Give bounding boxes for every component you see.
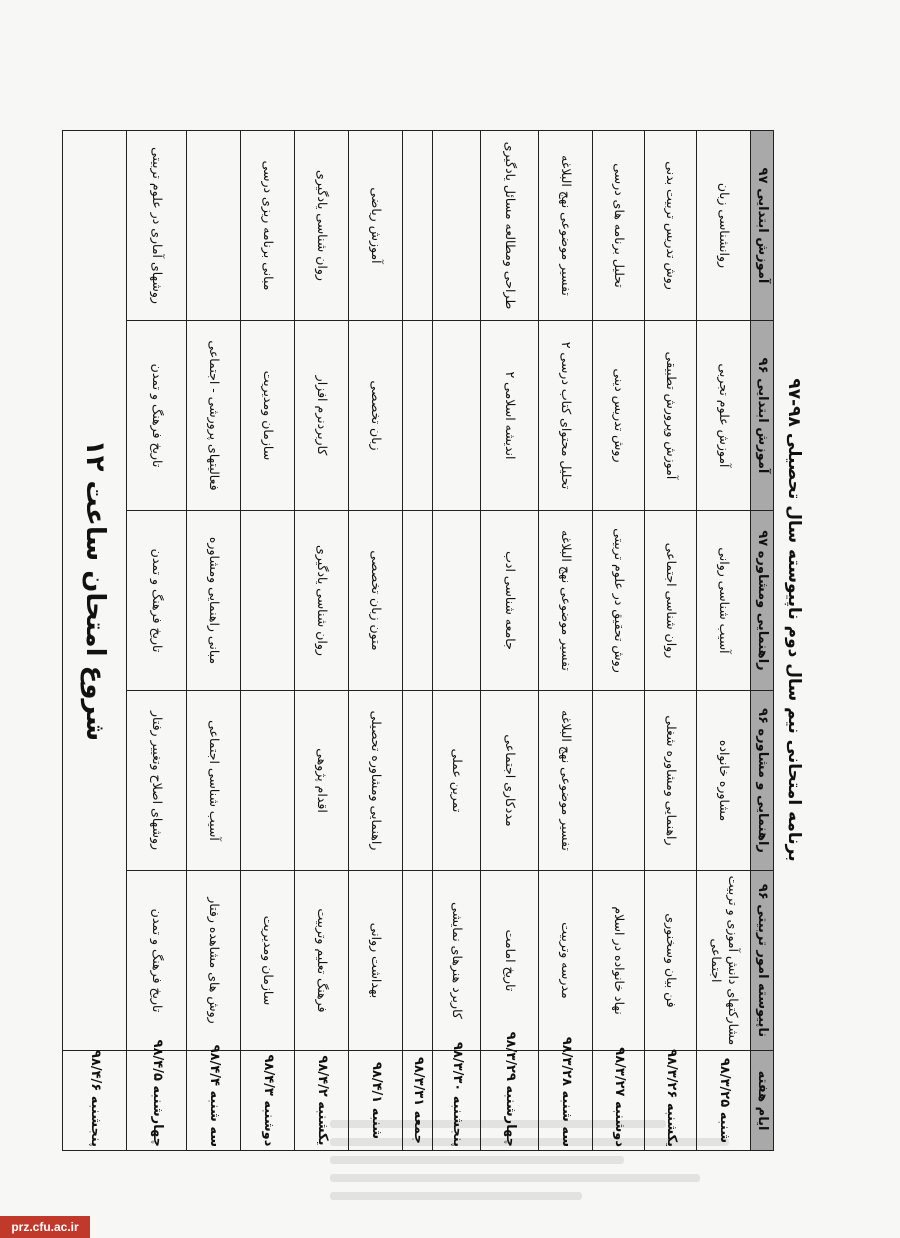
course-cell: تفسیر موضوعی نهج البلاغه: [539, 511, 593, 691]
exam-schedule-table: [62, 130, 774, 1151]
course-cell: مشارکتهای دانش آموزی و تربیت اجتماعی: [697, 871, 751, 1051]
course-cell: سازمان ومدیریت: [241, 871, 295, 1051]
course-cell: مدرسه وتربیت: [539, 871, 593, 1051]
course-cell: زبان تخصصی: [349, 321, 403, 511]
course-cell: تاریخ امامت: [481, 871, 539, 1051]
course-cell: راهنمایی ومشاوره شغلی: [645, 691, 697, 871]
table-row: [241, 131, 295, 1151]
table-row: [593, 131, 645, 1151]
course-cell: روش تحقیق در علوم تربیتی: [593, 511, 645, 691]
course-cell: مبانی برنامه ریزی درسی: [241, 131, 295, 321]
header-cell: آموزش ابتدایی ۹۷: [751, 131, 774, 321]
day-cell: دوشنبه ۹۸/۳/۲۷: [593, 1051, 645, 1151]
table-row: [349, 131, 403, 1151]
course-cell: روش تدریس تربیت بدنی: [645, 131, 697, 321]
table-row: [187, 131, 241, 1151]
site-watermark: prz.cfu.ac.ir: [0, 1216, 90, 1238]
course-cell: تفسیر موضوعی نهج البلاغه: [539, 691, 593, 871]
header-cell: راهنمایی و مشاوره ۹۶: [751, 691, 774, 871]
table-row: [295, 131, 349, 1151]
course-cell: کاربردنرم افزار: [295, 321, 349, 511]
header-row: [751, 131, 774, 1151]
course-cell: روشهای اصلاح وتغییر رفتار: [127, 691, 187, 871]
table-row: [481, 131, 539, 1151]
course-cell: اندیشه اسلامی ۲: [481, 321, 539, 511]
course-cell: تمرین عملی: [433, 691, 481, 871]
exam-start-note: شروع امتحان ساعت ۱۲: [63, 131, 127, 1051]
course-cell: فعالیتهای پرورشی - اجتماعی: [187, 321, 241, 511]
course-cell: [403, 871, 433, 1051]
course-cell: تاریخ فرهنگ و تمدن: [127, 511, 187, 691]
course-cell: تحلیل برنامه های درسی: [593, 131, 645, 321]
day-cell: سه شنبه ۹۸/۳/۲۸: [539, 1051, 593, 1151]
header-cell: آموزش ابتدایی ۹۶: [751, 321, 774, 511]
course-cell: مبانی راهنمایی ومشاوره: [187, 511, 241, 691]
course-cell: اقدام پژوهی: [295, 691, 349, 871]
course-cell: متون زبان تخصصی: [349, 511, 403, 691]
header-cell: ایام هفته: [751, 1051, 774, 1151]
day-cell: سه شنبه ۹۸/۴/۴: [187, 1051, 241, 1151]
course-cell: روان شناسی اجتماعی: [645, 511, 697, 691]
course-cell: تفسیر موضوعی نهج البلاغه: [539, 131, 593, 321]
course-cell: طراحی ومطالعه مسائل یادگیری: [481, 131, 539, 321]
course-cell: آموزش وپرورش تطبیقی: [645, 321, 697, 511]
day-cell: چهارشنبه ۹۸/۴/۵: [127, 1051, 187, 1151]
course-cell: روان شناسی یادگیری: [295, 511, 349, 691]
course-cell: [187, 131, 241, 321]
page-title: برنامه امتحانی نیم سال دوم ناپیوسته سال تحصیلی ۹۸-۹۷: [784, 378, 804, 862]
course-cell: [593, 691, 645, 871]
day-cell: جمعه ۹۸/۳/۳۱: [403, 1051, 433, 1151]
course-cell: آسیب شناسی روانی: [697, 511, 751, 691]
course-cell: سازمان ومدیریت: [241, 321, 295, 511]
course-cell: [241, 691, 295, 871]
day-cell: دوشنبه ۹۸/۴/۳: [241, 1051, 295, 1151]
course-cell: مشاوره خانواده: [697, 691, 751, 871]
course-cell: تاریخ فرهنگ و تمدن: [127, 321, 187, 511]
course-cell: فرهنگ تعلیم وتربیت: [295, 871, 349, 1051]
course-cell: روانشناسی زبان: [697, 131, 751, 321]
course-cell: آموزش علوم تجربی: [697, 321, 751, 511]
course-cell: [403, 511, 433, 691]
day-cell: شنبه ۹۸/۳/۲۵: [697, 1051, 751, 1151]
table-row: [645, 131, 697, 1151]
course-cell: روش تدریس دینی: [593, 321, 645, 511]
table-row: [127, 131, 187, 1151]
course-cell: جامعه شناسی ادب: [481, 511, 539, 691]
header-cell: ناپیوسته امور تربیتی ۹۶: [751, 871, 774, 1051]
course-cell: [433, 131, 481, 321]
header-cell: راهنمایی ومشاوره ۹۷: [751, 511, 774, 691]
day-cell: چهارشنبه ۹۸/۳/۲۹: [481, 1051, 539, 1151]
course-cell: کاربرد هنرهای نمایشی: [433, 871, 481, 1051]
course-cell: [403, 321, 433, 511]
course-cell: فن بیان وسخنوری: [645, 871, 697, 1051]
table-row: [697, 131, 751, 1151]
course-cell: [403, 131, 433, 321]
course-cell: آسیب شناسی اجتماعی: [187, 691, 241, 871]
table-row: [539, 131, 593, 1151]
rotated-content: [80, 90, 810, 1150]
table-row: [433, 131, 481, 1151]
course-cell: [403, 691, 433, 871]
day-cell: شنبه ۹۸/۴/۱: [349, 1051, 403, 1151]
course-cell: نهاد خانواده در اسلام: [593, 871, 645, 1051]
table-row: [403, 131, 433, 1151]
day-cell: پنجشنبه ۹۸/۳/۳۰: [433, 1051, 481, 1151]
day-cell: پنجشنبه ۹۸/۴/۶: [63, 1051, 127, 1151]
table-row: [63, 131, 127, 1151]
course-cell: آموزش ریاضی: [349, 131, 403, 321]
course-cell: روش های مشاهده رفتار: [187, 871, 241, 1051]
course-cell: راهنمایی ومشاوره تحصیلی: [349, 691, 403, 871]
course-cell: تاریخ فرهنگ و تمدن: [127, 871, 187, 1051]
course-cell: [433, 511, 481, 691]
course-cell: روان شناسی یادگیری: [295, 131, 349, 321]
day-cell: یکشنبه ۹۸/۴/۲: [295, 1051, 349, 1151]
course-cell: بهداشت روانی: [349, 871, 403, 1051]
course-cell: [433, 321, 481, 511]
course-cell: تحلیل محتوای کتاب درسی ۲: [539, 321, 593, 511]
course-cell: [241, 511, 295, 691]
course-cell: روشهای آماری در علوم تربیتی: [127, 131, 187, 321]
course-cell: مددکاری اجتماعی: [481, 691, 539, 871]
day-cell: یکشنبه ۹۸/۳/۲۶: [645, 1051, 697, 1151]
